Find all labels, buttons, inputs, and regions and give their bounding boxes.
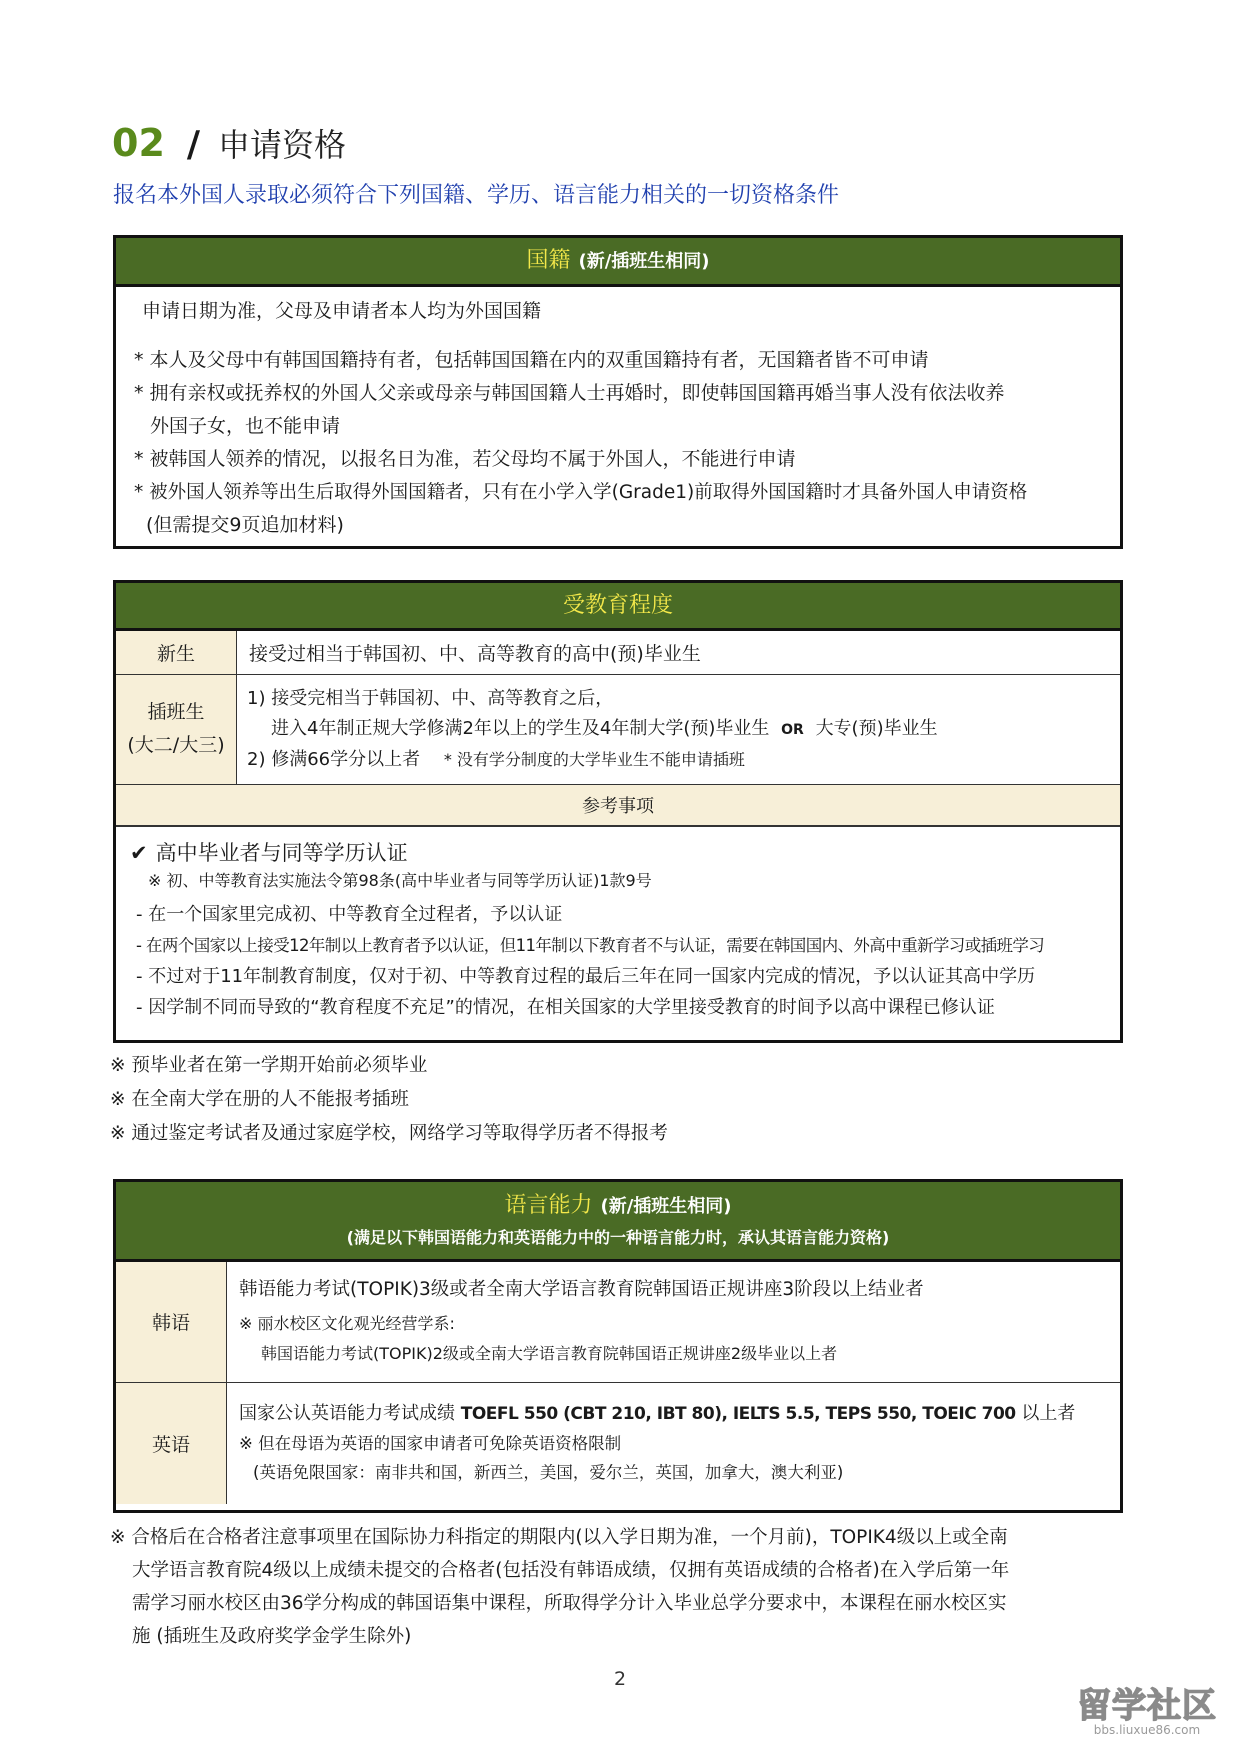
education-box xyxy=(113,580,1123,1043)
final-note-line: 施 (插班生及政府奖学金学生除外) xyxy=(132,1626,412,1647)
transfer-line-2 xyxy=(247,714,1119,745)
table-row xyxy=(116,674,1120,784)
reference-header: 参考事项 xyxy=(116,784,1120,826)
check-heading xyxy=(130,837,1120,869)
section-subtitle: 报名本外国人录取必须符合下列国籍、学历、语言能力相关的一切资格条件 xyxy=(113,183,840,208)
korean-requirement xyxy=(227,1262,1121,1382)
nationality-item: * 拥有亲权或抚养权的外国人父亲或母亲与韩国国籍人士再婚时，即使韩国国籍再婚当事人没有依法收养 xyxy=(134,382,1005,404)
education-header xyxy=(116,583,1120,631)
language-title: 语言能力 xyxy=(504,1193,593,1218)
final-note-line: ※ 合格后在合格者注意事项里在国际协力科指定的期限内(以入学日期为准，一个月前)，TOPIK4级以上或全南 xyxy=(110,1527,1008,1548)
transfer-credit: 2) 修满66学分以上者 xyxy=(247,748,421,770)
reference-item: - 因学制不同而导致的“教育程度不充足”的情况，在相关国家的大学里接受教育的时间予以高中课程已修认证 xyxy=(136,997,995,1018)
english-requirement xyxy=(227,1382,1121,1504)
note-item: ※ 预毕业者在第一学期开始前必须毕业 xyxy=(110,1055,428,1076)
english-line-1a: 国家公认英语能力考试成绩 xyxy=(239,1403,455,1425)
table-row xyxy=(116,631,1120,674)
transfer-line-2a: 进入4年制正规大学修满2年以上的学生及4年制大学(预)毕业生 xyxy=(271,717,770,739)
transfer-line-2b: 大专(预)毕业生 xyxy=(815,717,938,739)
language-condition: (满足以下韩国语能力和英语能力中的一种语言能力时，承认其语言能力资格) xyxy=(346,1228,890,1247)
english-line-1 xyxy=(239,1399,1119,1429)
english-line-2: ※ 但在母语为英语的国家申请者可免除英语资格限制 xyxy=(239,1434,622,1454)
transfer-credit-note: * 没有学分制度的大学毕业生不能申请插班 xyxy=(443,749,745,769)
english-line-1c: 以上者 xyxy=(1021,1403,1076,1425)
transfer-line-1: 1) 接受完相当于韩国初、中、高等教育之后， xyxy=(247,687,614,709)
watermark-url: bbs.liuxue86.com xyxy=(1093,1723,1201,1737)
final-note-line: 大学语言教育院4级以上成绩未提交的合格者(包括没有韩语成绩，仅拥有英语成绩的合格者)在入学后第一年 xyxy=(132,1560,1010,1581)
table-row xyxy=(116,1382,1120,1504)
korean-line-1: 韩语能力考试(TOPIK)3级或者全南大学语言教育院韩国语正规讲座3阶段以上结业者 xyxy=(239,1278,924,1300)
check-icon: ✔ xyxy=(130,841,148,865)
language-table xyxy=(116,1262,1120,1504)
reference-item: - 不过对于11年制教育制度，仅对于初、中等教育过程的最后三年在同一国家内完成的情况，予以认证其高中学历 xyxy=(136,966,1036,987)
english-scores: TOEFL 550 (CBT 210, IBT 80), IELTS 5.5, TEPS 550, TOEIC 700 xyxy=(460,1404,1016,1425)
final-note xyxy=(110,1521,1130,1653)
transfer-line-3 xyxy=(247,745,1119,775)
korean-line-2: ※ 丽水校区文化观光经营学系: xyxy=(239,1313,455,1333)
row-value-transfer xyxy=(237,674,1121,784)
final-note-line: 需学习丽水校区由36学分构成的韩国语集中课程，所取得学分计入毕业总学分要求中，本课程在丽水校区实 xyxy=(132,1593,1007,1614)
note-item: ※ 通过鉴定考试者及通过家庭学校，网络学习等取得学历者不得报考 xyxy=(110,1123,668,1144)
nationality-item: 外国子女，也不能申请 xyxy=(150,415,341,437)
table-row xyxy=(116,1262,1120,1382)
check-title: 高中毕业者与同等学历认证 xyxy=(155,841,408,865)
nationality-item: * 被外国人领养等出生后取得外国国籍者，只有在小学入学(Grade1)前取得外国国籍时才具备外国人申请资格 xyxy=(134,482,1028,503)
english-label: 英语 xyxy=(116,1382,227,1504)
nationality-header xyxy=(116,238,1120,287)
section-slash: / xyxy=(186,124,201,165)
nationality-intro: 申请日期为准，父母及申请者本人均为外国国籍 xyxy=(142,300,542,322)
row-label-new: 新生 xyxy=(116,631,237,674)
nationality-item: (但需提交9页追加材料) xyxy=(146,514,344,536)
education-notes xyxy=(110,1049,668,1151)
table-row xyxy=(116,784,1120,826)
reference-item: - 在一个国家里完成初、中等教育全过程者，予以认证 xyxy=(136,904,563,925)
language-box xyxy=(113,1179,1123,1513)
nationality-subtitle: (新/插班生相同) xyxy=(578,251,710,272)
education-table xyxy=(116,631,1120,827)
nationality-title: 国籍 xyxy=(526,248,571,273)
note-item: ※ 在全南大学在册的人不能报考插班 xyxy=(110,1089,409,1110)
transfer-label: 插班生 xyxy=(147,701,205,723)
watermark-logo: 留学社区 xyxy=(1077,1686,1217,1726)
section-number: 02 xyxy=(112,121,165,165)
nationality-box xyxy=(113,235,1123,549)
page-number: 2 xyxy=(613,1668,627,1690)
language-subtitle: (新/插班生相同) xyxy=(600,1196,732,1217)
section-title: 申请资格 xyxy=(218,126,347,164)
section-header xyxy=(112,120,346,170)
nationality-item: * 被韩国人领养的情况，以报名日为准，若父母均不属于外国人，不能进行申请 xyxy=(134,448,796,470)
korean-label: 韩语 xyxy=(116,1262,227,1382)
korean-line-3: 韩国语能力考试(TOPIK)2级或全南大学语言教育院韩国语正规讲座2级毕业以上者 xyxy=(261,1343,838,1363)
transfer-years: (大二/大三) xyxy=(127,734,225,756)
watermark xyxy=(1062,1678,1232,1737)
reference-item: - 在两个国家以上接受12年制以上教育者予以认证，但11年制以下教育者不与认证，需要在韩国国内、外高中重新学习或插班学习 xyxy=(136,936,1045,955)
language-header xyxy=(116,1182,1120,1262)
nationality-item: * 本人及父母中有韩国国籍持有者，包括韩国国籍在内的双重国籍持有者，无国籍者皆不可申请 xyxy=(134,349,929,371)
or-keyword: OR xyxy=(781,721,804,738)
english-line-3: (英语免限国家：南非共和国，新西兰，美国，爱尔兰，英国，加拿大，澳大利亚) xyxy=(253,1463,844,1483)
row-label-transfer xyxy=(116,674,237,784)
education-title: 受教育程度 xyxy=(562,593,673,618)
row-value-new: 接受过相当于韩国初、中、高等教育的高中(预)毕业生 xyxy=(237,631,1121,674)
reference-note: ※ 初、中等教育法实施法令第98条(高中毕业者与同等学历认证)1款9号 xyxy=(148,871,652,890)
